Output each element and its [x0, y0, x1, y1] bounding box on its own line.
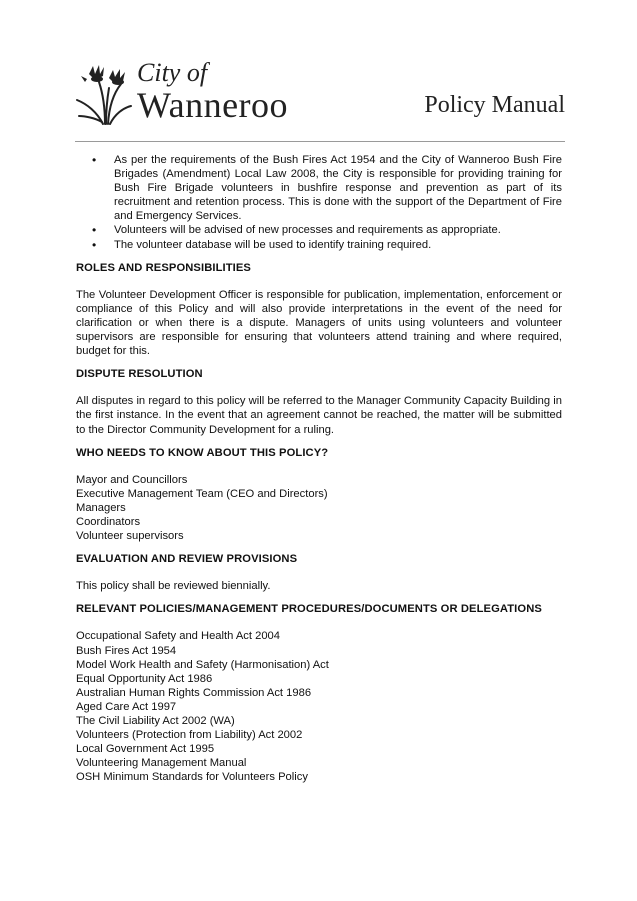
- section-heading-roles: ROLES AND RESPONSIBILITIES: [76, 261, 251, 274]
- audience-list: [76, 473, 562, 543]
- logo-name-text: Wanneroo: [137, 85, 289, 125]
- requirements-list: [76, 153, 562, 252]
- list-item: Equal Opportunity Act 1986: [76, 672, 213, 685]
- list-item: Managers: [76, 501, 126, 514]
- list-item: OSH Minimum Standards for Volunteers Policy: [76, 771, 308, 784]
- list-item: Australian Human Rights Commission Act 1986: [76, 686, 312, 699]
- section-heading-dispute: DISPUTE RESOLUTION: [76, 368, 203, 381]
- section-heading-evaluation: EVALUATION AND REVIEW PROVISIONS: [76, 553, 298, 566]
- list-item: Mayor and Councillors: [76, 473, 188, 486]
- document-type-title: Policy Manual: [424, 92, 565, 118]
- list-item: Executive Management Team (CEO and Directors): [76, 487, 328, 500]
- list-item: Model Work Health and Safety (Harmonisation) Act: [76, 658, 329, 671]
- relevant-documents-list: [76, 629, 562, 784]
- logo-city-text: City of: [137, 58, 208, 87]
- section-text-evaluation: This policy shall be reviewed biennially.: [76, 580, 271, 593]
- list-item: Coordinators: [76, 515, 141, 528]
- list-item: • Volunteers will be advised of new processes and requirements as appropriate.: [114, 223, 562, 237]
- section-heading-who: WHO NEEDS TO KNOW ABOUT THIS POLICY?: [76, 446, 329, 459]
- section-text-roles: The Volunteer Development Officer is responsible for publication, implementation, enforcement or compliance of this Policy and will also provide interpretations in the event of the need for clarification or when there is a dispute. Managers of units using volunteers and volunteer supervisors are responsible for ensuring that volunteers attend training and where required, budget for this.: [76, 288, 562, 358]
- policy-content: [76, 153, 562, 784]
- list-item: • The volunteer database will be used to identify training required.: [114, 238, 562, 252]
- page-header: [75, 58, 565, 128]
- list-item: Local Government Act 1995: [76, 743, 215, 756]
- list-item: Bush Fires Act 1954: [76, 644, 177, 657]
- list-item: Volunteer supervisors: [76, 530, 184, 543]
- list-item: • As per the requirements of the Bush Fires Act 1954 and the City of Wanneroo Bush Fire Brigades (Amendment) Local Law 2008, the City is responsible for providing training for Bush Fire Brigade volunteers in bushfire response and prevention as part of its recruitment and retention process. This is done with the support of the Department of Fire and Emergency Services.: [114, 153, 562, 223]
- list-item: Aged Care Act 1997: [76, 700, 177, 713]
- section-text-dispute: All disputes in regard to this policy will be referred to the Manager Community Capacity Building in the first instance. In the event that an agreement cannot be reached, the matter will be submitted to the Director Community Development for a ruling.: [76, 395, 562, 436]
- section-heading-relevant: RELEVANT POLICIES/MANAGEMENT PROCEDURES/DOCUMENTS OR DELEGATIONS: [76, 603, 542, 616]
- list-item: Volunteering Management Manual: [76, 757, 247, 770]
- list-item: The Civil Liability Act 2002 (WA): [76, 715, 235, 727]
- list-item: Volunteers (Protection from Liability) Act 2002: [76, 729, 303, 742]
- wanneroo-logo-icon: [75, 64, 133, 126]
- list-item: Occupational Safety and Health Act 2004: [76, 630, 280, 643]
- header-divider: [75, 141, 565, 142]
